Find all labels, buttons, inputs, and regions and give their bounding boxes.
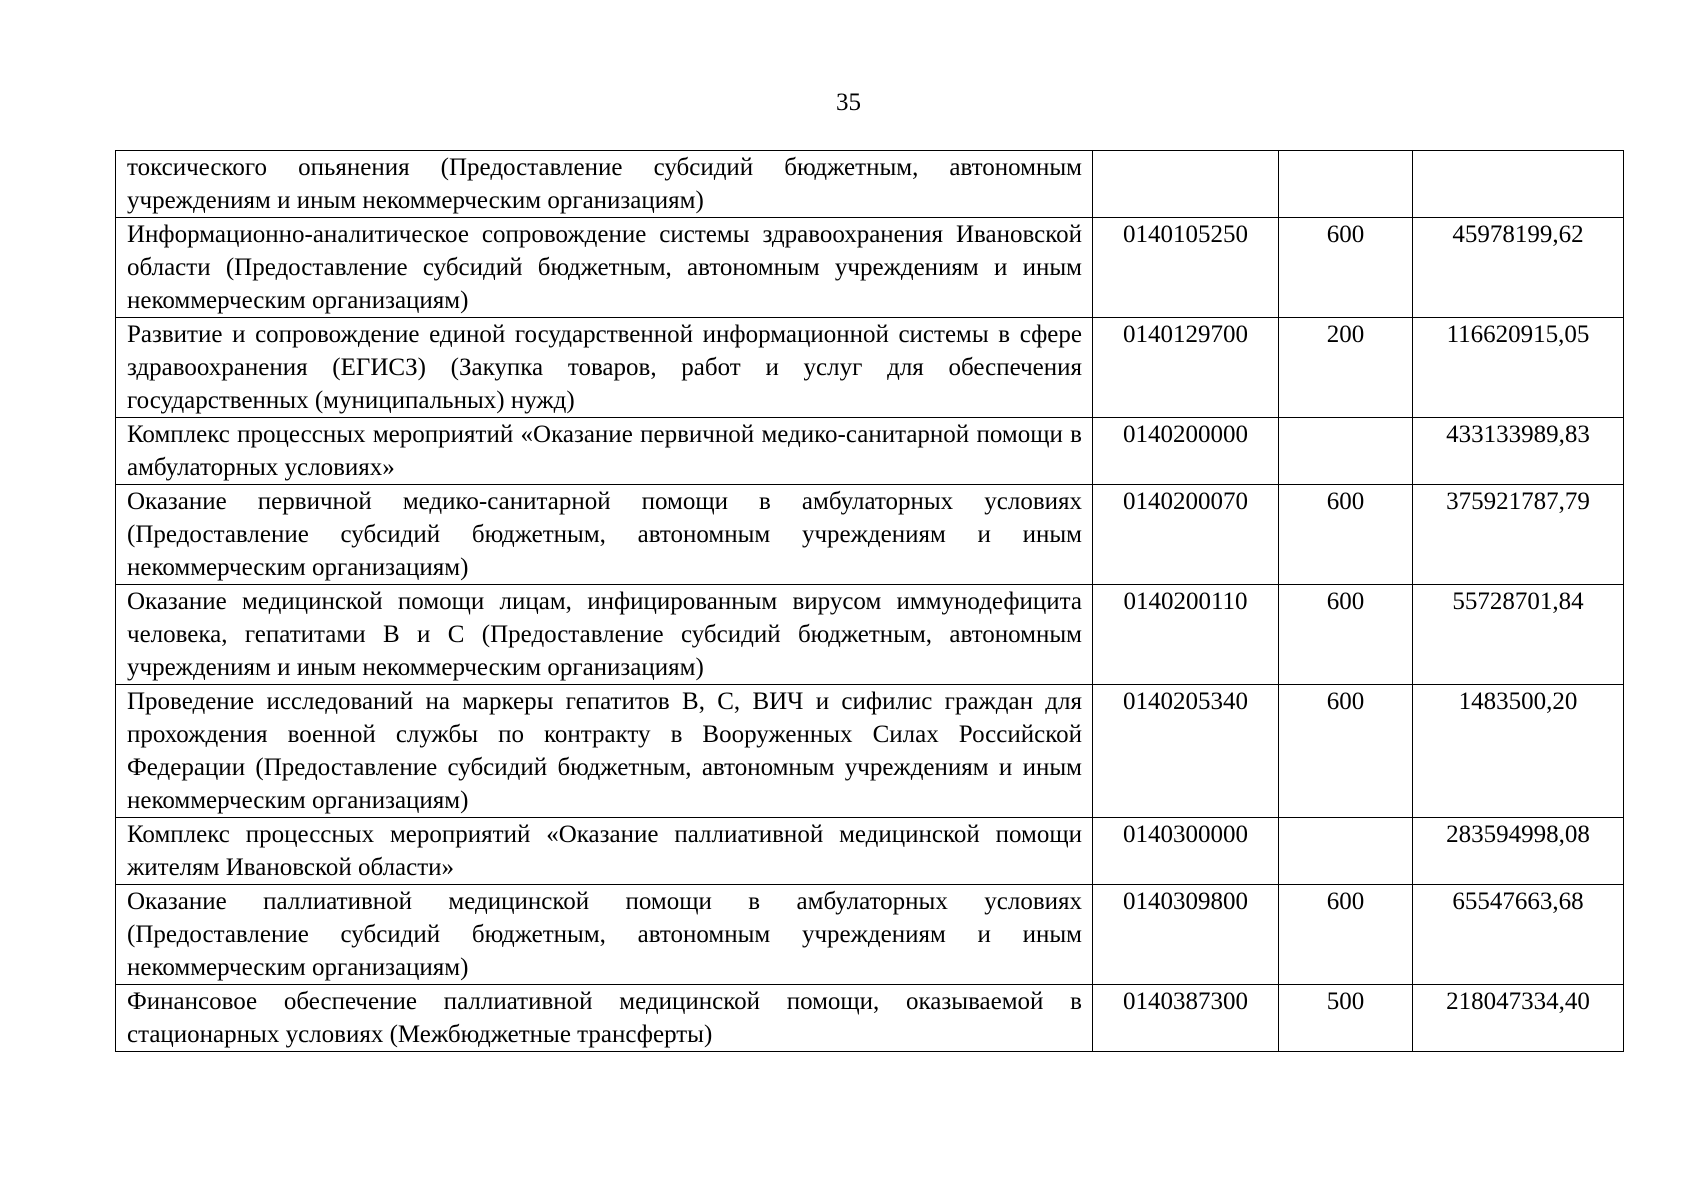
row-target-code xyxy=(1093,151,1279,218)
budget-allocation-table xyxy=(115,150,1624,1052)
table-row xyxy=(116,685,1624,818)
row-description: Оказание медицинской помощи лицам, инфицированным вирусом иммунодефицита человека, гепатитами В и С (Предоставление субсидий бюджетным, автономным учреждениям и иным некоммерческим организациям) xyxy=(116,585,1093,685)
row-target-code: 0140300000 xyxy=(1093,818,1279,885)
row-description: токсического опьянения (Предоставление субсидий бюджетным, автономным учреждениям и иным некоммерческим организациям) xyxy=(116,151,1093,218)
table-row xyxy=(116,151,1624,218)
row-expense-type xyxy=(1279,418,1413,485)
row-target-code: 0140309800 xyxy=(1093,885,1279,985)
row-amount: 433133989,83 xyxy=(1413,418,1624,485)
row-expense-type: 600 xyxy=(1279,585,1413,685)
row-target-code: 0140387300 xyxy=(1093,985,1279,1052)
table-row xyxy=(116,818,1624,885)
row-target-code: 0140200070 xyxy=(1093,485,1279,585)
table-row xyxy=(116,485,1624,585)
row-description: Оказание первичной медико-санитарной помощи в амбулаторных условиях (Предоставление субсидий бюджетным, автономным учреждениям и иным некоммерческим организациям) xyxy=(116,485,1093,585)
table-row xyxy=(116,585,1624,685)
row-expense-type: 500 xyxy=(1279,985,1413,1052)
row-target-code: 0140205340 xyxy=(1093,685,1279,818)
row-expense-type: 600 xyxy=(1279,485,1413,585)
row-amount: 55728701,84 xyxy=(1413,585,1624,685)
row-description: Проведение исследований на маркеры гепатитов В, С, ВИЧ и сифилис граждан для прохождения военной службы по контракту в Вооруженных Силах Российской Федерации (Предоставление субсидий бюджетным, автономным учреждениям и иным некоммерческим организациям) xyxy=(116,685,1093,818)
row-amount: 218047334,40 xyxy=(1413,985,1624,1052)
row-description: Оказание паллиативной медицинской помощи в амбулаторных условиях (Предоставление субсидий бюджетным, автономным учреждениям и иным некоммерческим организациям) xyxy=(116,885,1093,985)
table-row xyxy=(116,218,1624,318)
row-description: Финансовое обеспечение паллиативной медицинской помощи, оказываемой в стационарных условиях (Межбюджетные трансферты) xyxy=(116,985,1093,1052)
row-expense-type: 600 xyxy=(1279,885,1413,985)
table-row xyxy=(116,885,1624,985)
table-row xyxy=(116,418,1624,485)
row-expense-type xyxy=(1279,151,1413,218)
row-target-code: 0140129700 xyxy=(1093,318,1279,418)
row-target-code: 0140105250 xyxy=(1093,218,1279,318)
row-amount: 65547663,68 xyxy=(1413,885,1624,985)
row-description: Развитие и сопровождение единой государственной информационной системы в сфере здравоохранения (ЕГИСЗ) (Закупка товаров, работ и услуг для обеспечения государственных (муниципальных) нужд) xyxy=(116,318,1093,418)
row-amount: 45978199,62 xyxy=(1413,218,1624,318)
table-row xyxy=(116,318,1624,418)
row-expense-type: 600 xyxy=(1279,218,1413,318)
row-expense-type: 600 xyxy=(1279,685,1413,818)
row-amount: 116620915,05 xyxy=(1413,318,1624,418)
row-description: Информационно-аналитическое сопровождение системы здравоохранения Ивановской области (Предоставление субсидий бюджетным, автономным учреждениям и иным некоммерческим организациям) xyxy=(116,218,1093,318)
table-row xyxy=(116,985,1624,1052)
row-amount: 1483500,20 xyxy=(1413,685,1624,818)
row-amount xyxy=(1413,151,1624,218)
table-body xyxy=(116,151,1624,1052)
row-amount: 375921787,79 xyxy=(1413,485,1624,585)
page-number: 35 xyxy=(836,89,861,116)
row-description: Комплекс процессных мероприятий «Оказание паллиативной медицинской помощи жителям Ивановской области» xyxy=(116,818,1093,885)
row-target-code: 0140200110 xyxy=(1093,585,1279,685)
row-expense-type: 200 xyxy=(1279,318,1413,418)
row-target-code: 0140200000 xyxy=(1093,418,1279,485)
row-description: Комплекс процессных мероприятий «Оказание первичной медико-санитарной помощи в амбулаторных условиях» xyxy=(116,418,1093,485)
row-amount: 283594998,08 xyxy=(1413,818,1624,885)
row-expense-type xyxy=(1279,818,1413,885)
